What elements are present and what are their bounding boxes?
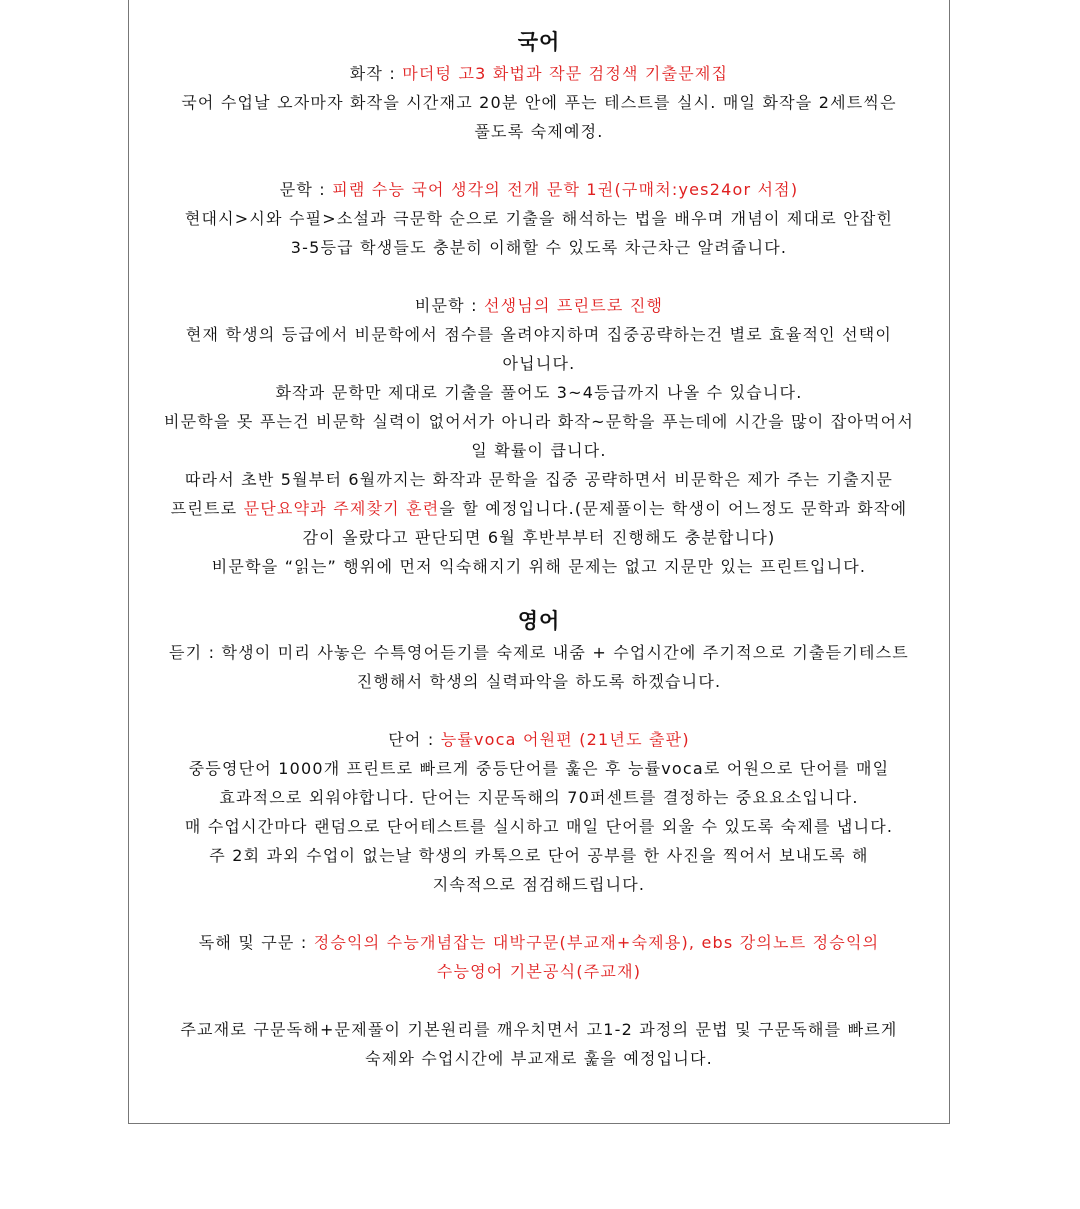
reading-label: 독해 및 구문 : xyxy=(198,933,314,952)
bimunhak-print-pre: 프린트로 xyxy=(170,499,244,518)
vocab-desc-5: 지속적으로 점검해드립니다. xyxy=(432,875,646,894)
munhak-label: 문학 : xyxy=(279,180,333,199)
hwajak-desc-1: 국어 수업날 오자마자 화작을 시간재고 20분 안에 푸는 테스트를 실시. 매일 화작을 2세트씩은 xyxy=(181,93,897,112)
listening-desc-2: 진행해서 학생의 실력파악을 하도록 하겠습니다. xyxy=(356,672,722,691)
munhak-desc-2: 3-5등급 학생들도 충분히 이해할 수 있도록 차근차근 알려줍니다. xyxy=(290,238,788,257)
vocab-desc-3: 매 수업시간마다 랜덤으로 단어테스트를 실시하고 매일 단어를 외울 수 있도록 숙제를 냅니다. xyxy=(184,817,894,836)
korean-heading: 국어 xyxy=(517,30,561,54)
bimunhak-desc-6: 따라서 초반 5월부터 6월까지는 화작과 문학을 집중 공략하면서 비문학은 제가 주는 기출지문 xyxy=(184,470,894,489)
bimunhak-print-post: 을 할 예정입니다.(문제풀이는 학생이 어느정도 문학과 화작에 xyxy=(439,499,908,518)
bimunhak-print-line xyxy=(128,494,950,523)
bimunhak-print-highlight: 문단요약과 주제찾기 훈련 xyxy=(243,499,440,518)
bimunhak-book: 선생님의 프린트로 진행 xyxy=(484,296,664,315)
document-body xyxy=(128,0,950,1073)
vocab-desc-2: 효과적으로 외워야합니다. 단어는 지문독해의 70퍼센트를 결정하는 중요요소입니다. xyxy=(219,788,859,807)
bimunhak-desc-5: 일 확률이 큽니다. xyxy=(471,441,607,460)
reading-book-1: 정승익의 수능개념잡는 대박구문(부교재+숙제용), ebs 강의노트 정승익의 xyxy=(313,933,880,952)
vocab-book: 능률voca 어원편 (21년도 출판) xyxy=(440,730,690,749)
bimunhak-desc-2: 아닙니다. xyxy=(502,354,576,373)
reading-desc-1: 주교재로 구문독해+문제풀이 기본원리를 깨우치면서 고1-2 과정의 문법 및 구문독해를 빠르게 xyxy=(180,1020,898,1039)
munhak-book: 피램 수능 국어 생각의 전개 문학 1권(구매처:yes24or 서점) xyxy=(332,180,799,199)
bimunhak-desc-3: 화작과 문학만 제대로 기출을 풀어도 3~4등급까지 나올 수 있습니다. xyxy=(275,383,803,402)
bimunhak-line xyxy=(128,291,950,320)
reading-book-2: 수능영어 기본공식(주교재) xyxy=(436,962,642,981)
english-heading: 영어 xyxy=(517,609,561,633)
reading-desc-2: 숙제와 수업시간에 부교재로 훑을 예정입니다. xyxy=(365,1049,713,1068)
hwajak-desc-2: 풀도록 숙제예정. xyxy=(474,122,604,141)
bimunhak-desc-1: 현재 학생의 등급에서 비문학에서 점수를 올려야지하며 집중공략하는건 별로 효율적인 선택이 xyxy=(185,325,893,344)
munhak-desc-1: 현대시>시와 수필>소설과 극문학 순으로 기출을 해석하는 법을 배우며 개념이 제대로 안잡힌 xyxy=(184,209,894,228)
munhak-line xyxy=(128,175,950,204)
vocab-desc-4: 주 2회 과외 수업이 없는날 학생의 카톡으로 단어 공부를 한 사진을 찍어서 보내도록 해 xyxy=(209,846,869,865)
listening-desc-1: 듣기 : 학생이 미리 사놓은 수특영어듣기를 숙제로 내줌 + 수업시간에 주기적으로 기출듣기테스트 xyxy=(169,643,909,662)
vocab-desc-1: 중등영단어 1000개 프린트로 빠르게 중등단어를 훑은 후 능률voca로 어원으로 단어를 매일 xyxy=(188,759,890,778)
bimunhak-desc2-1: 감이 올랐다고 판단되면 6월 후반부부터 진행해도 충분합니다) xyxy=(302,528,776,547)
vocab-line xyxy=(128,725,950,754)
vocab-label: 단어 : xyxy=(388,730,441,749)
reading-line xyxy=(128,928,950,957)
bimunhak-label: 비문학 : xyxy=(414,296,484,315)
hwajak-book: 마더텅 고3 화법과 작문 검정색 기출문제집 xyxy=(402,64,729,83)
bimunhak-desc-4: 비문학을 못 푸는건 비문학 실력이 없어서가 아니라 화작~문학을 푸는데에 시간을 많이 잡아먹어서 xyxy=(164,412,914,431)
hwajak-label: 화작 : xyxy=(349,64,403,83)
hwajak-line xyxy=(128,59,950,88)
bimunhak-desc2-2: 비문학을 “읽는” 행위에 먼저 익숙해지기 위해 문제는 없고 지문만 있는 프린트입니다. xyxy=(211,557,867,576)
